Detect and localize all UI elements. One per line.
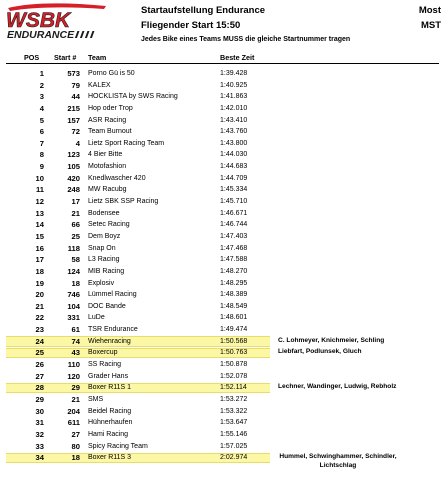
row-start-number: 204 bbox=[67, 406, 80, 416]
row-best-time: 1:43.800 bbox=[220, 139, 248, 147]
row-team: MW Racubg bbox=[88, 186, 127, 194]
row-team: Snap On bbox=[88, 244, 116, 252]
table-row bbox=[0, 196, 445, 208]
row-start-number: 43 bbox=[71, 348, 80, 358]
row-team: L3 Racing bbox=[88, 256, 120, 264]
table-row bbox=[0, 103, 445, 115]
row-start-number: 21 bbox=[71, 208, 80, 218]
row-team: KALEX bbox=[88, 81, 111, 89]
row-best-time: 2:02.974 bbox=[220, 454, 248, 462]
table-row bbox=[0, 441, 445, 453]
row-pos: 13 bbox=[35, 208, 44, 218]
row-start-number: 123 bbox=[67, 150, 80, 160]
row-pos: 19 bbox=[35, 278, 44, 288]
table-row bbox=[0, 336, 445, 348]
row-team: MIB Racing bbox=[88, 267, 125, 275]
table-row bbox=[0, 266, 445, 278]
row-team: Lietz SBK SSP Racing bbox=[88, 198, 159, 206]
row-start-number: 331 bbox=[67, 313, 80, 323]
row-team: Wiehenracing bbox=[88, 337, 131, 345]
row-best-time: 1:53.272 bbox=[220, 395, 248, 403]
document-subtitle: Fliegender Start 15:50 bbox=[141, 20, 241, 31]
row-pos: 34 bbox=[35, 453, 44, 463]
table-row bbox=[0, 312, 445, 324]
row-team: Boxercup bbox=[88, 349, 118, 357]
table-row bbox=[0, 301, 445, 313]
document-note: Jedes Bike eines Teams MUSS die gleiche Startnummer tragen bbox=[141, 36, 351, 43]
row-best-time: 1:48.270 bbox=[220, 267, 248, 275]
table-row bbox=[0, 231, 445, 243]
row-team: Hühnerhaufen bbox=[88, 419, 133, 427]
row-best-time: 1:46.671 bbox=[220, 209, 248, 217]
row-start-number: 61 bbox=[71, 325, 80, 335]
row-drivers: Lechner, Wandinger, Ludwig, Rebholz bbox=[278, 383, 397, 391]
row-pos: 25 bbox=[35, 348, 44, 358]
table-row bbox=[0, 138, 445, 150]
row-start-number: 124 bbox=[67, 266, 80, 276]
row-best-time: 1:47.468 bbox=[220, 244, 248, 252]
table-row bbox=[0, 219, 445, 231]
row-best-time: 1:50.763 bbox=[220, 349, 248, 357]
table-row bbox=[0, 126, 445, 138]
row-team: SMS bbox=[88, 395, 104, 403]
row-start-number: 420 bbox=[67, 173, 80, 183]
row-pos: 3 bbox=[39, 92, 44, 102]
table-row bbox=[0, 208, 445, 220]
row-pos: 7 bbox=[39, 138, 44, 148]
row-pos: 31 bbox=[35, 418, 44, 428]
row-start-number: 44 bbox=[71, 92, 80, 102]
track-name: Most bbox=[418, 5, 441, 16]
row-start-number: 215 bbox=[67, 103, 80, 113]
row-start-number: 72 bbox=[71, 127, 80, 137]
row-best-time: 1:42.010 bbox=[220, 104, 248, 112]
row-pos: 12 bbox=[35, 197, 44, 207]
row-team: Beidel Racing bbox=[88, 407, 132, 415]
row-best-time: 1:52.114 bbox=[220, 384, 247, 392]
row-start-number: 105 bbox=[67, 162, 80, 172]
column-header-time: Beste Zeit bbox=[220, 53, 255, 62]
row-pos: 22 bbox=[35, 313, 44, 323]
row-start-number: 25 bbox=[71, 231, 80, 241]
row-start-number: 80 bbox=[71, 441, 80, 451]
row-drivers: Hummel, Schwinghammer, Schindler, Lichtschlag bbox=[279, 453, 397, 470]
table-row bbox=[0, 91, 445, 103]
row-best-time: 1:44.709 bbox=[220, 174, 248, 182]
table-row bbox=[0, 371, 445, 383]
row-team: TSR Endurance bbox=[88, 326, 138, 334]
logo-stripes bbox=[75, 31, 95, 38]
row-team: Setec Racing bbox=[88, 221, 130, 229]
row-pos: 1 bbox=[39, 69, 44, 78]
table-row bbox=[0, 347, 445, 359]
row-team: Dem Boyz bbox=[88, 232, 121, 240]
row-best-time: 1:48.601 bbox=[220, 314, 248, 322]
row-pos: 33 bbox=[35, 441, 44, 451]
row-team: Grader Hans bbox=[88, 372, 129, 380]
track-code: MST bbox=[420, 20, 441, 31]
row-pos: 5 bbox=[39, 115, 44, 125]
row-pos: 4 bbox=[39, 103, 44, 113]
table-row bbox=[0, 417, 445, 429]
row-best-time: 1:45.710 bbox=[220, 198, 248, 206]
row-best-time: 1:50.568 bbox=[220, 337, 248, 345]
row-pos: 18 bbox=[35, 266, 44, 276]
row-pos: 9 bbox=[39, 162, 44, 172]
table-row bbox=[0, 254, 445, 266]
row-start-number: 66 bbox=[71, 220, 80, 230]
logo-text-top: WSBK bbox=[6, 9, 71, 32]
row-pos: 20 bbox=[35, 290, 44, 300]
row-best-time: 1:57.025 bbox=[220, 442, 248, 450]
table-row bbox=[0, 184, 445, 196]
table-row bbox=[0, 289, 445, 301]
row-start-number: 29 bbox=[71, 383, 80, 393]
row-team: HOCKLISTA by SWS Racing bbox=[88, 93, 178, 101]
row-team: Team Burnout bbox=[88, 128, 132, 136]
row-pos: 15 bbox=[35, 231, 44, 241]
table-row bbox=[0, 324, 445, 336]
row-best-time: 1:55.146 bbox=[220, 430, 248, 438]
row-start-number: 17 bbox=[71, 197, 80, 207]
row-best-time: 1:48.389 bbox=[220, 291, 248, 299]
row-pos: 16 bbox=[35, 243, 44, 253]
row-best-time: 1:49.474 bbox=[220, 326, 248, 334]
table-row bbox=[0, 149, 445, 161]
row-pos: 23 bbox=[35, 325, 44, 335]
row-team: Porno Gü is 50 bbox=[88, 70, 135, 77]
column-header-team: Team bbox=[88, 53, 107, 62]
row-drivers: C. Lohmeyer, Knichmeier, Schling bbox=[278, 336, 385, 344]
row-best-time: 1:40.925 bbox=[220, 81, 248, 89]
row-start-number: 27 bbox=[71, 429, 80, 439]
table-row bbox=[0, 161, 445, 173]
row-best-time: 1:47.403 bbox=[220, 232, 248, 240]
row-start-number: 21 bbox=[71, 394, 80, 404]
table-row bbox=[0, 429, 445, 441]
row-pos: 24 bbox=[35, 336, 44, 346]
row-best-time: 1:52.078 bbox=[220, 372, 248, 380]
table-row bbox=[0, 359, 445, 371]
row-start-number: 248 bbox=[67, 185, 80, 195]
column-header-pos: POS bbox=[24, 53, 40, 62]
row-best-time: 1:48.295 bbox=[220, 279, 248, 287]
row-best-time: 1:50.878 bbox=[220, 361, 248, 369]
table-row bbox=[0, 115, 445, 127]
row-start-number: 573 bbox=[67, 69, 80, 78]
row-start-number: 18 bbox=[71, 453, 80, 463]
row-start-number: 4 bbox=[75, 138, 80, 148]
row-team: Hop oder Trop bbox=[88, 104, 133, 112]
row-best-time: 1:44.030 bbox=[220, 151, 248, 159]
row-team: LuDe bbox=[88, 314, 105, 322]
table-row bbox=[0, 278, 445, 290]
logo-graphic bbox=[2, 2, 122, 40]
row-pos: 8 bbox=[39, 150, 44, 160]
row-best-time: 1:39.428 bbox=[220, 70, 248, 77]
row-pos: 17 bbox=[35, 255, 44, 265]
row-best-time: 1:53.322 bbox=[220, 407, 248, 415]
row-team: Boxer R11S 3 bbox=[88, 454, 132, 462]
row-pos: 28 bbox=[35, 383, 44, 393]
row-best-time: 1:43.760 bbox=[220, 128, 248, 136]
row-pos: 26 bbox=[35, 360, 44, 370]
logo-text-bottom: ENDURANCE bbox=[7, 29, 75, 40]
row-start-number: 110 bbox=[67, 360, 80, 370]
row-best-time: 1:43.410 bbox=[220, 116, 248, 124]
row-pos: 32 bbox=[35, 429, 44, 439]
row-team: Lietz Sport Racing Team bbox=[88, 139, 165, 147]
row-pos: 29 bbox=[35, 394, 44, 404]
row-start-number: 118 bbox=[67, 243, 80, 253]
row-best-time: 1:46.744 bbox=[220, 221, 248, 229]
row-best-time: 1:45.334 bbox=[220, 186, 248, 194]
row-pos: 10 bbox=[35, 173, 44, 183]
row-pos: 30 bbox=[35, 406, 44, 416]
row-team: ASR Racing bbox=[88, 116, 127, 124]
wsbk-endurance-logo bbox=[2, 2, 122, 40]
row-team: Knedlwascher 420 bbox=[88, 174, 146, 182]
row-start-number: 157 bbox=[67, 115, 80, 125]
row-start-number: 58 bbox=[71, 255, 80, 265]
row-start-number: 120 bbox=[67, 371, 80, 381]
row-start-number: 746 bbox=[67, 290, 80, 300]
row-best-time: 1:44.683 bbox=[220, 163, 248, 171]
row-pos: 11 bbox=[35, 185, 44, 195]
row-start-number: 79 bbox=[71, 80, 80, 90]
row-team: Explosiv bbox=[88, 279, 115, 287]
row-team: SS Racing bbox=[88, 361, 122, 369]
row-team: Spicy Racing Team bbox=[88, 442, 148, 450]
row-best-time: 1:53.647 bbox=[220, 419, 248, 427]
row-team: Hami Racing bbox=[88, 430, 129, 438]
table-row bbox=[0, 243, 445, 255]
table-row bbox=[0, 394, 445, 406]
table-row bbox=[0, 173, 445, 185]
row-start-number: 104 bbox=[67, 301, 80, 311]
row-team: Motofashion bbox=[88, 163, 127, 171]
row-drivers: Liebfart, Podlunsek, Gluch bbox=[278, 348, 362, 356]
row-team: DOC Bande bbox=[88, 302, 126, 310]
row-best-time: 1:47.588 bbox=[220, 256, 248, 264]
row-team: Lümmel Racing bbox=[88, 291, 137, 299]
table-row bbox=[0, 382, 445, 394]
row-best-time: 1:41.863 bbox=[220, 93, 248, 101]
starting-grid-table bbox=[0, 68, 445, 470]
header-divider bbox=[6, 63, 439, 64]
row-team: Boxer R11S 1 bbox=[88, 384, 132, 392]
table-row bbox=[0, 452, 445, 470]
table-row bbox=[0, 68, 445, 80]
column-header-start: Start # bbox=[54, 53, 77, 62]
row-pos: 27 bbox=[35, 371, 44, 381]
document-title: Startaufstellung Endurance bbox=[141, 5, 266, 16]
row-best-time: 1:48.549 bbox=[220, 302, 248, 310]
row-pos: 6 bbox=[39, 127, 44, 137]
row-team: 4 Bier Bitte bbox=[88, 151, 123, 159]
row-start-number: 74 bbox=[71, 336, 80, 346]
row-start-number: 18 bbox=[71, 278, 80, 288]
row-pos: 14 bbox=[35, 220, 44, 230]
row-pos: 2 bbox=[39, 80, 44, 90]
table-row bbox=[0, 406, 445, 418]
table-row bbox=[0, 80, 445, 92]
row-start-number: 611 bbox=[67, 418, 80, 428]
row-pos: 21 bbox=[35, 301, 44, 311]
row-team: Bodensee bbox=[88, 209, 120, 217]
